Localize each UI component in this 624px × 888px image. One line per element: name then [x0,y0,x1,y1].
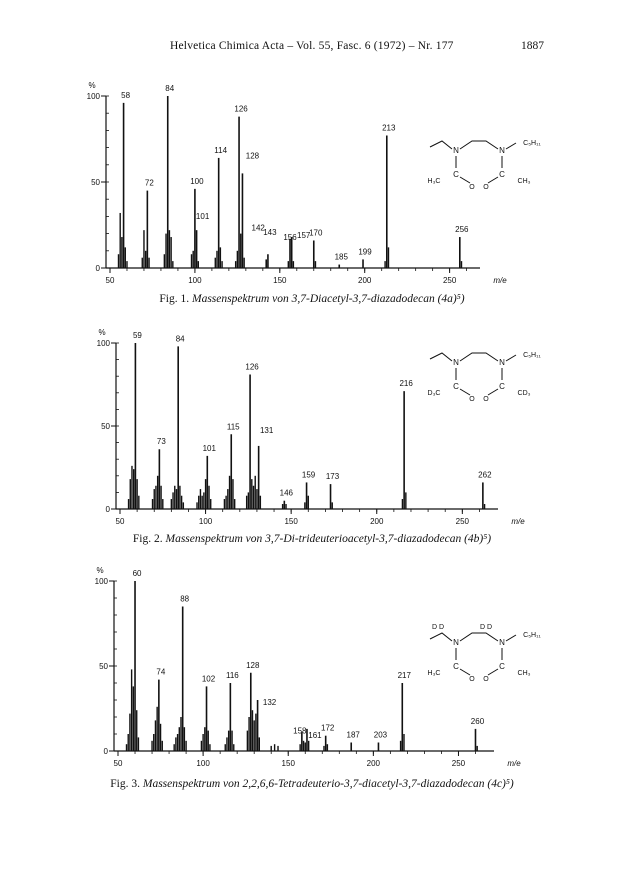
figure-2-caption-text: Massenspektrum von 3,7-Di-trideuterioacetyl-3,7-diazadodecan (4b)⁵) [165,533,492,545]
nitrogen-label: N [453,638,459,647]
peak-label: 126 [245,362,259,372]
carbonyl-carbon-label: C [499,662,505,671]
bond [506,355,516,361]
left-acyl-label: D₃C [427,390,441,397]
deuterium-label: D D [479,624,493,631]
peak-label: 102 [201,674,216,684]
figure-3-caption-text: Massenspektrum von 2,2,6,6-Tetradeuterio-3,7-diacetyl-3,7-diazadodecan (4c)⁵) [142,778,514,790]
figure-1-caption [0,293,624,305]
x-tick-label: 150 [281,759,295,768]
peak-label: 115 [226,422,240,432]
peak-label: 216 [399,379,413,389]
peak-label: 172 [321,723,335,733]
right-substituent-label: C₅H₁₁ [523,352,541,359]
y-tick-label: 50 [101,422,110,431]
nitrogen-label: N [499,146,505,155]
right-substituent-label: C₅H₁₁ [523,632,541,639]
nitrogen-label: N [453,146,459,155]
peak-label: 58 [121,90,131,100]
bond [430,141,452,149]
y-tick-label: 0 [103,747,108,756]
bond [430,633,452,641]
figure-2-caption [0,533,624,545]
peak-label: 74 [156,667,166,677]
peak-label: 128 [246,660,260,670]
x-tick-label: 50 [113,759,123,768]
right-substituent-label: C₅H₁₁ [523,140,541,147]
peak-label: 256 [455,225,469,235]
oxygen-label: O [483,396,489,403]
y-tick-label: 100 [96,339,110,348]
left-acyl-label: H₃C [427,670,441,677]
peak-label: 101 [202,443,216,453]
right-acyl-label: CH₃ [517,178,531,185]
bond [506,143,516,149]
bond [460,353,498,361]
peak-label: 60 [132,569,142,578]
peak-label: 262 [478,470,492,480]
peak-label: 158 [293,726,307,736]
double-bond [488,669,498,675]
double-bond [488,177,498,183]
y-axis-label: % [96,566,104,575]
mass-spectrum-figure-1 [0,78,624,288]
peak-label: 170 [309,228,323,238]
peak-label: 73 [156,437,166,447]
carbonyl-carbon-label: C [499,382,505,391]
double-bond [488,389,498,395]
mass-spectrum-figure-2 [0,325,624,535]
y-tick-label: 0 [95,264,100,273]
y-tick-label: 0 [105,505,110,514]
peak-label: 203 [373,730,388,740]
bond [430,353,452,361]
deuterium-label: D D [431,624,445,631]
oxygen-label: O [469,676,475,683]
page-number: 1887 [521,40,544,52]
peak-label: 131 [259,425,274,435]
oxygen-label: O [483,184,489,191]
peak-label: 72 [144,178,154,188]
peak-label: 142 [251,223,265,233]
peak-label: 88 [180,594,190,604]
x-axis-label: m/e [511,517,525,526]
peak-label: 116 [225,671,239,680]
x-tick-label: 250 [442,276,457,285]
peak-label: 146 [279,488,293,498]
right-acyl-label: CH₃ [517,670,531,677]
figure-2-label: Fig. 2. [132,533,163,545]
page-header [0,40,624,60]
x-tick-label: 150 [273,276,287,285]
peak-label: 185 [334,252,348,262]
figure-1-label: Fig. 1. [159,293,190,305]
peak-label: 217 [397,671,411,680]
peak-label: 159 [301,470,316,480]
y-tick-label: 50 [91,178,100,187]
y-tick-label: 100 [86,92,100,101]
peak-label: 84 [165,84,175,93]
peak-label: 260 [470,716,485,726]
peak-label: 114 [214,145,228,155]
y-axis-label: % [98,328,106,337]
double-bond [460,389,470,395]
oxygen-label: O [483,676,489,683]
figure-3-caption [0,778,624,790]
carbonyl-carbon-label: C [499,170,505,179]
journal-running-head: Helvetica Chimica Acta – Vol. 55, Fasc. 6 (1972) – Nr. 177 [170,40,454,52]
peak-label: 187 [346,730,360,740]
peak-label: 173 [325,472,340,482]
peak-label: 59 [132,331,142,340]
x-tick-label: 50 [105,276,115,285]
peak-label: 84 [175,334,185,344]
peak-label: 101 [195,212,210,222]
structural-formula [428,140,542,191]
bond [460,141,498,149]
x-axis-label: m/e [493,276,507,285]
peak-label: 128 [245,151,260,161]
peak-label: 156 [283,232,297,242]
y-tick-label: 50 [99,662,108,671]
nitrogen-label: N [499,358,505,367]
figure-1-caption-text: Massenspektrum von 3,7-Diacetyl-3,7-diazadodecan (4a)⁵) [192,293,465,305]
x-tick-label: 250 [455,517,470,526]
bond [506,635,516,641]
peak-label: 126 [234,104,248,114]
x-tick-label: 100 [196,759,210,768]
oxygen-label: O [469,184,475,191]
double-bond [460,177,470,183]
mass-spectrum-figure-3 [0,565,624,775]
x-tick-label: 50 [115,517,125,526]
x-tick-label: 200 [358,276,372,285]
x-tick-label: 100 [188,276,202,285]
peak-label: 161 [308,730,322,740]
y-axis-label: % [88,81,96,90]
bond [460,633,498,641]
peak-label: 157 [297,231,311,241]
oxygen-label: O [469,396,475,403]
x-tick-label: 150 [284,517,298,526]
peak-label: 100 [190,176,204,186]
carbonyl-carbon-label: C [453,170,459,179]
carbonyl-carbon-label: C [453,662,459,671]
peak-label: 199 [358,247,372,257]
peak-label: 132 [262,698,277,707]
x-tick-label: 200 [370,517,384,526]
x-tick-label: 200 [366,759,381,768]
carbonyl-carbon-label: C [453,382,459,391]
figure-3-label: Fig. 3. [110,778,140,790]
structural-formula [428,352,542,403]
nitrogen-label: N [499,638,505,647]
x-tick-label: 100 [198,517,213,526]
right-acyl-label: CD₃ [517,390,531,397]
peak-label: 213 [382,123,396,133]
x-axis-label: m/e [507,759,521,768]
x-tick-label: 250 [451,759,466,768]
peak-label: 143 [263,228,277,238]
nitrogen-label: N [453,358,459,367]
y-tick-label: 100 [94,577,108,586]
structural-formula [428,624,542,683]
double-bond [460,669,470,675]
left-acyl-label: H₃C [427,178,441,185]
